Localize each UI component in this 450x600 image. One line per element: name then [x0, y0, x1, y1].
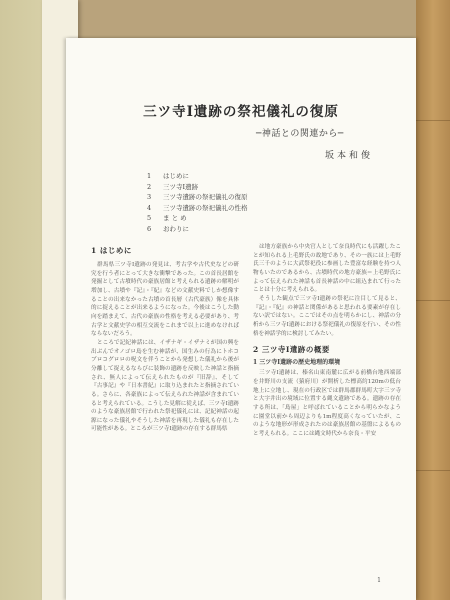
wooden-surface [416, 0, 450, 600]
article-author: 坂本和俊 [325, 151, 374, 161]
toc-item: 3 三ツ寺遺跡の祭祀儀礼の復原 [147, 193, 248, 202]
section-heading: 2 三ツ寺Ⅰ遺跡の概要 [253, 345, 330, 355]
body-paragraph: ところで記紀神話には、イザナギ・イザナミが国の興を出ぶんでオノゴロ島を生む神話が、国生みの行為にトホコブロコグロロの呪文を伴うことから発想した儀礼から後が分離して捉えるならびに装飾の遺跡を反映した神話と指摘され、無人によって伝えられたものが『旧辞』、そして『古事記』や『日本書紀』に取り込まれたと指摘されている。さらに、各豪族によって伝えられた神話が含まれていると考えられている。こうした見解に従えば、三ツ寺Ⅰ遺跡のような豪族居館で行われた祭祀儀礼には、記紀神話の起源になった儀礼やそうした神話を再現した儀礼も存在した可能性がある。ところが三ツ寺Ⅰ遺跡の存在する群馬県 [91, 339, 239, 433]
toc-item: 4 三ツ寺遺跡の祭祀儀礼の性格 [147, 203, 248, 212]
toc-item: 2 三ツ寺Ⅰ遺跡 [147, 182, 199, 191]
page-number: 1 [377, 577, 381, 584]
toc-item: 5 ま と め [147, 214, 187, 223]
right-column [253, 243, 401, 438]
toc-item: 6 おわりに [147, 224, 189, 233]
subsection-heading: 1 三ツ寺Ⅰ遺跡の歴史地理的環境 [253, 359, 341, 367]
article-title: 三ツ寺Ⅰ遺跡の祭祀儀礼の復原 [143, 104, 339, 120]
table-of-contents [147, 171, 327, 235]
article-subtitle: ─神話との関連から─ [256, 129, 344, 139]
left-column [91, 243, 239, 434]
body-paragraph: 群馬県三ツ寺Ⅰ遺跡の発見は、考古学や古代史などの研究を行う者にとって大きな衝撃であった。この首長居館を発掘として古墳時代の豪族居館と考えられる遺跡の解明が増加し、古墳や『記』・『紀』などの文献史料でしか想像することの出来なかった古墳の首長層（古代豪族）像を具体的に捉えることが出来るようになった。今後はこうした動向を踏まえて、古代の豪族の性格を考える必要があり、考古学と文献史学の相互交流をこれまで以上に進めなければならないだろう。 [91, 262, 239, 338]
body-paragraph: 三ツ寺Ⅰ遺跡は、榛名山東南麓に広がる前橋台地西端部を井野川の支流（猿府川）が開析した標高約120mの低台地上に立地し、現在の行政区では群馬郡群馬町大字三ツ寺と大字井出の境域に位置する縄文遺跡である。遺跡の存在する所は、「島屋」と呼ばれていることから明らかなように園堂以前から周辺よりも1m程度高くなっていたが、このような地形が形成されたのは豪族居館の基盤によるものと考えられる。ここには縄文時代から奈良・平安 [253, 370, 401, 437]
body-paragraph: は地方豪族から中央官人として奈良時代にも活躍したことが知られる上毛野氏の故地であり、その一族には上毛野氏三千のように大武祭祀役に参画した豊富な経験を持つ人物もいたのであるから、古墳時代の地方豪族＝上毛野氏によって伝えられた神話も首長神話の中に組込まれて行ったことは十分に考えられる。 [253, 244, 401, 294]
document-page [66, 38, 416, 600]
toc-item: 1 はじめに [147, 172, 189, 180]
section-heading: 1 はじめに [91, 246, 132, 255]
body-paragraph: そうした観点で三ツ寺Ⅰ遺跡の祭祀に注目して見ると、『記』・『紀』の神話と関係があると思われる要素が存在しない訳ではない。ここではその点を明らかにし、神話の分析から三ツ寺Ⅰ遺跡における祭祀儀礼の復原を行い、その性格を神話学的に検討してみたい。 [253, 295, 401, 337]
